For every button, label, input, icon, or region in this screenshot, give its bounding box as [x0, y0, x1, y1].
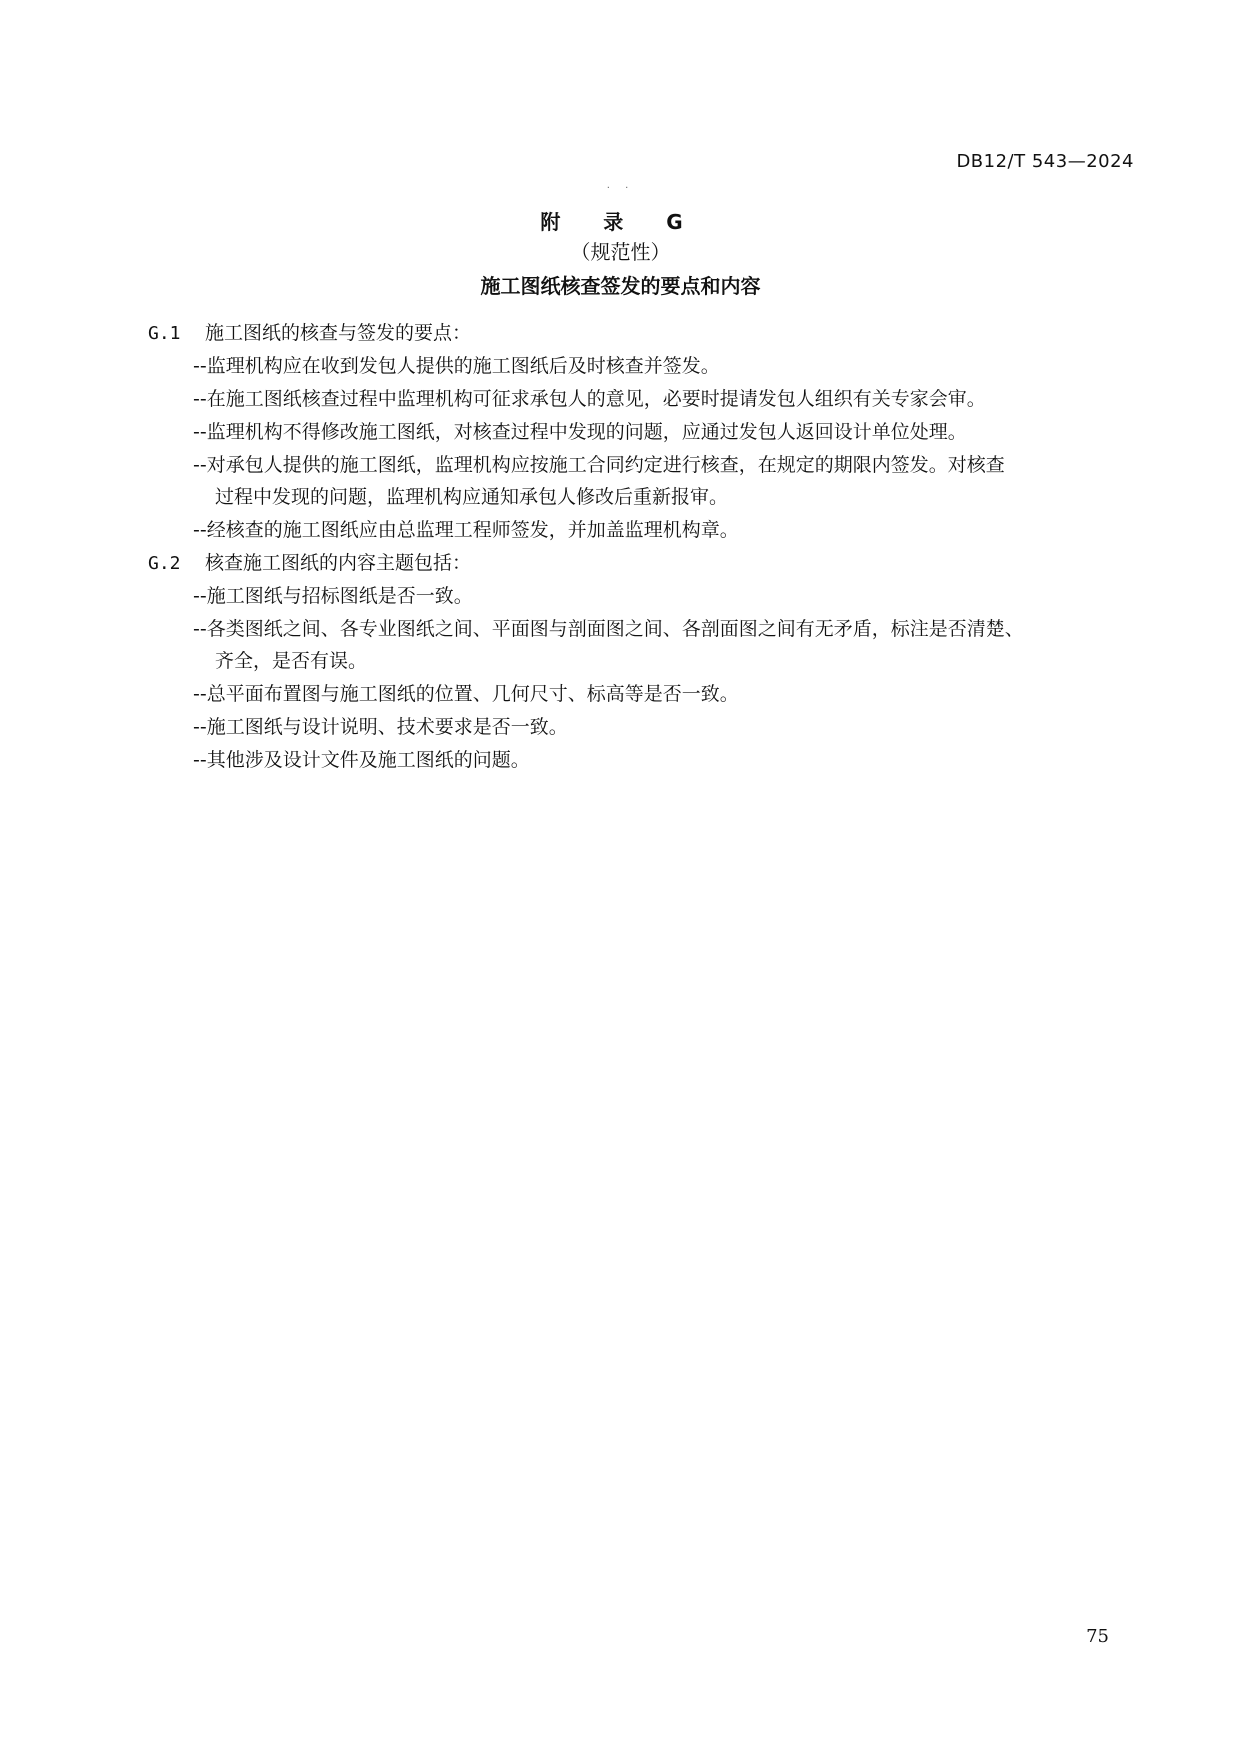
annex-title: 附 录 G [540, 210, 701, 234]
list-item: --经核查的施工图纸应由总监理工程师签发，并加盖监理机构章。 [193, 519, 739, 541]
list-item: --对承包人提供的施工图纸，监理机构应按施工合同约定进行核查，在规定的期限内签发。对核查 [193, 454, 1005, 476]
clause-g2 [148, 551, 471, 576]
list-item: --各类图纸之间、各专业图纸之间、平面图与剖面图之间、各剖面图之间有无矛盾，标注是否清楚、 [193, 618, 1024, 640]
document-code: DB12/T 543—2024 [956, 151, 1134, 172]
annex-heading: 施工图纸核查签发的要点和内容 [480, 274, 761, 298]
clause-title: 核查施工图纸的内容主题包括： [205, 552, 472, 574]
list-item-continuation: 齐全，是否有误。 [215, 650, 368, 672]
list-item: --施工图纸与招标图纸是否一致。 [193, 585, 473, 607]
list-item: --总平面布置图与施工图纸的位置、几何尺寸、标高等是否一致。 [193, 683, 739, 705]
clause-number: G.2 [148, 553, 181, 574]
clause-g1 [148, 321, 471, 346]
page-number: 75 [1086, 1626, 1109, 1647]
list-item: --施工图纸与设计说明、技术要求是否一致。 [193, 716, 568, 738]
list-item: --监理机构不得修改施工图纸，对核查过程中发现的问题，应通过发包人返回设计单位处理。 [193, 421, 967, 443]
list-item: --监理机构应在收到发包人提供的施工图纸后及时核查并签发。 [193, 355, 720, 377]
annex-type: （规范性） [570, 240, 671, 264]
clause-title: 施工图纸的核查与签发的要点： [205, 322, 472, 344]
list-item: --在施工图纸核查过程中监理机构可征求承包人的意见，必要时提请发包人组织有关专家会审。 [193, 388, 986, 410]
list-item-continuation: 过程中发现的问题，监理机构应通知承包人修改后重新报审。 [215, 486, 729, 508]
clause-number: G.1 [148, 323, 181, 344]
list-item: --其他涉及设计文件及施工图纸的问题。 [193, 749, 530, 771]
decorative-dots: . . [606, 180, 635, 191]
